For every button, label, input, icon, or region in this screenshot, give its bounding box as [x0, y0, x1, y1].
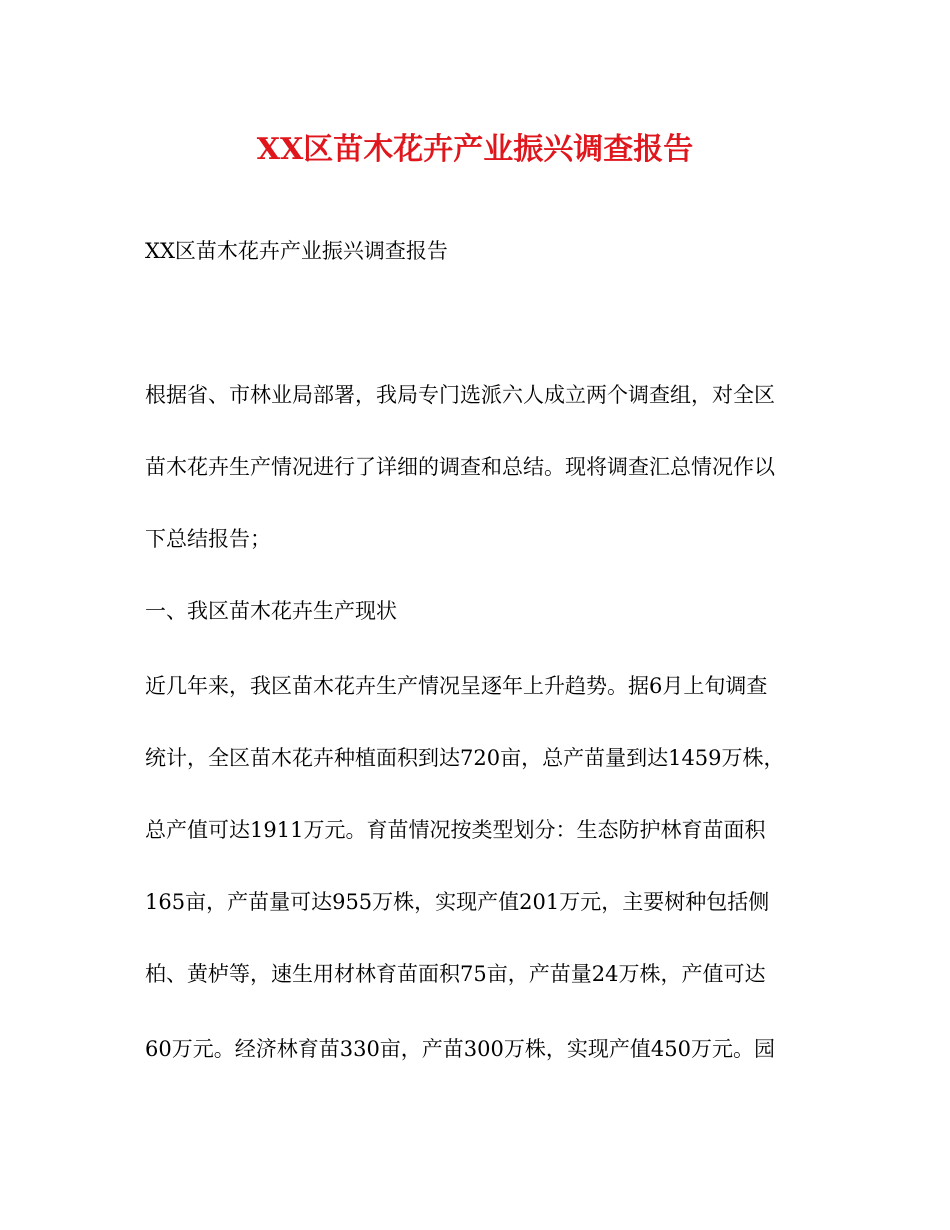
- document-subtitle: XX区苗木花卉产业振兴调查报告: [145, 239, 448, 263]
- paragraph-line: 总产值可达1911万元。育苗情况按类型划分：生态防护林育苗面积: [145, 818, 766, 842]
- paragraph-line: 苗木花卉生产情况进行了详细的调查和总结。现将调查汇总情况作以: [145, 455, 775, 479]
- paragraph-line: 统计，全区苗木花卉种植面积到达720亩，总产苗量到达1459万株，: [145, 746, 785, 770]
- paragraph-line: 165亩，产苗量可达955万株，实现产值201万元，主要树种包括侧: [145, 890, 770, 914]
- paragraph-line: 根据省、市林业局部署，我局专门选派六人成立两个调查组，对全区: [145, 383, 775, 407]
- paragraph-line: 柏、黄栌等，速生用材林育苗面积75亩，产苗量24万株，产值可达: [145, 962, 766, 986]
- section-heading: 一、我区苗木花卉生产现状: [145, 599, 397, 623]
- paragraph-line: 下总结报告；: [145, 527, 271, 551]
- paragraph-line: 60万元。经济林育苗330亩，产苗300万株，实现产值450万元。园: [145, 1037, 775, 1061]
- paragraph-line: 近几年来，我区苗木花卉生产情况呈逐年上升趋势。据6月上旬调查: [145, 674, 768, 698]
- document-title: XX区苗木花卉产业振兴调查报告: [256, 132, 694, 167]
